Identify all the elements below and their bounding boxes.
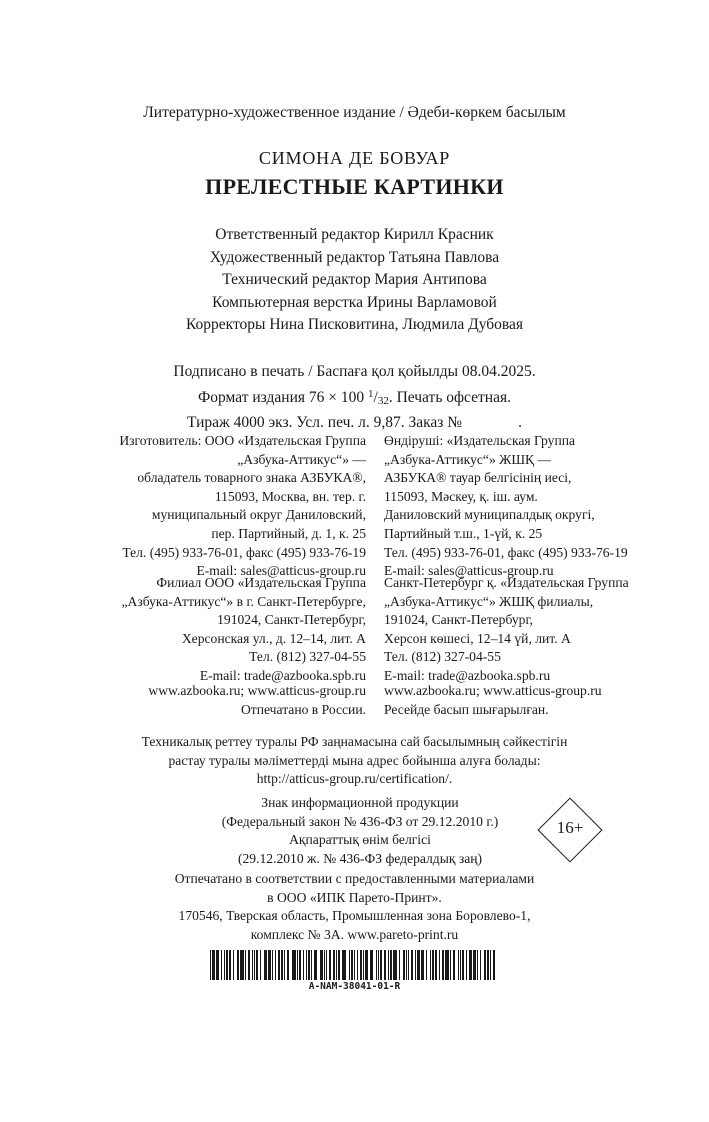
barcode-icon <box>210 950 498 980</box>
barcode-stripe <box>403 950 405 980</box>
barcode-stripe <box>426 950 427 980</box>
branch-ru-line: E-mail: trade@azbooka.spb.ru <box>199 667 366 683</box>
barcode-stripe <box>210 950 211 980</box>
barcode-stripe <box>363 950 364 980</box>
tech-regulation-note <box>0 733 709 789</box>
age-rating-text: 16+ <box>556 818 584 837</box>
barcode-stripe <box>390 950 392 980</box>
barcode-stripe <box>466 950 467 980</box>
barcode-stripe <box>450 950 451 980</box>
manufacturer-ru-line: обладатель товарного знака АЗБУКА®, <box>137 470 366 486</box>
manufacturer-kz-line: „Азбука-Аттикус“» ЖШҚ — <box>384 451 552 467</box>
barcode-stripe <box>421 950 424 980</box>
barcode-stripe <box>415 950 416 980</box>
credit-line: Компьютерная верстка Ирины Варламовой <box>212 293 497 311</box>
barcode-stripe <box>324 950 325 980</box>
sign-line: (29.12.2010 ж. № 436-ФЗ федералдық заң) <box>237 850 483 866</box>
barcode-stripe <box>221 950 222 980</box>
web-ru <box>148 682 366 719</box>
printer-line: Отпечатано в соответствии с предоставленными материалами <box>174 871 535 886</box>
barcode-stripe <box>399 950 400 980</box>
branch-kz-line: „Азбука-Аттикус“» ЖШҚ филиалы, <box>384 593 594 609</box>
barcode-stripe <box>308 950 310 980</box>
printer-line: 170546, Тверская область, Промышленная зона Боровлево-1, <box>178 908 531 924</box>
barcode-stripe <box>233 950 234 980</box>
barcode-stripe <box>254 950 255 980</box>
barcode-stripe <box>487 950 489 980</box>
manufacturer-ru-line: муниципальный округ Даниловский, <box>151 507 366 523</box>
sign-line: Ақпараттық өнім белгісі <box>289 832 431 848</box>
barcode-stripe <box>406 950 407 980</box>
branch-ru-line: 191024, Санкт-Петербург, <box>217 612 366 628</box>
barcode-stripe <box>256 950 258 980</box>
run-end: . <box>518 414 522 431</box>
barcode-stripe <box>303 950 304 980</box>
tech-line: http://atticus-group.ru/certification/. <box>256 771 453 787</box>
barcode-stripe <box>245 950 246 980</box>
barcode-stripe <box>272 950 273 980</box>
web-kz-line: Ресейде басып шығарылған. <box>384 701 549 717</box>
branch-kz-line: E-mail: trade@azbooka.spb.ru <box>384 667 551 683</box>
barcode-stripe <box>432 950 434 980</box>
barcode-stripe <box>469 950 472 980</box>
info-product-sign <box>200 794 520 868</box>
print-details <box>0 361 709 434</box>
barcode-stripe <box>462 950 464 980</box>
sign-line: (Федеральный закон № 436-ФЗ от 29.12.2010 г.) <box>221 813 499 829</box>
barcode-stripe <box>306 950 307 980</box>
barcode-stripe <box>216 950 219 980</box>
editorial-credits <box>0 224 709 337</box>
branch-kz-line: 191024, Санкт-Петербург, <box>384 612 533 628</box>
printer-line: комплекс № 3А. www.pareto-print.ru <box>250 926 459 942</box>
book-author: СИМОНА ДЕ БОВУАР <box>258 148 451 168</box>
printer-line: в ООО «ИПК Парето-Принт». <box>267 889 442 905</box>
barcode-stripe <box>268 950 271 980</box>
manufacturer-kz-line: 115093, Мәскеу, қ. іш. аум. <box>384 488 538 504</box>
manufacturer-kz <box>384 432 628 581</box>
barcode-stripe <box>292 950 296 980</box>
barcode-stripe <box>384 950 386 980</box>
format-slash: / <box>373 389 378 406</box>
manufacturer-ru-line: пер. Партийный, д. 1, к. 25 <box>211 525 366 541</box>
credit-line: Художественный редактор Татьяна Павлова <box>209 248 500 266</box>
barcode-stripe <box>477 950 478 980</box>
branch-kz-line: Херсон көшесі, 12–14 үй, лит. А <box>384 630 571 646</box>
barcode-stripe <box>357 950 358 980</box>
barcode-stripe <box>284 950 285 980</box>
barcode-stripe <box>320 950 323 980</box>
barcode-stripe <box>365 950 368 980</box>
barcode-stripe <box>260 950 261 980</box>
credit-line: Корректоры Нина Писковитина, Людмила Дубовая <box>185 316 524 334</box>
barcode-stripe <box>248 950 250 980</box>
barcode-stripe <box>445 950 449 980</box>
barcode-stripe <box>240 950 244 980</box>
barcode-stripe <box>349 950 350 980</box>
manufacturer-ru-line: Изготовитель: ООО «Издательская Группа <box>119 433 366 448</box>
manufacturer-kz-line: АЗБУКА® тауар белгісінің иесі, <box>384 470 572 486</box>
tech-line: Техникалық реттеу туралы РФ заңнамасына сай басылымның сәйкестігін <box>141 734 568 749</box>
printer-info <box>0 870 709 944</box>
web-kz-line: www.azbooka.ru; www.atticus-group.ru <box>384 683 602 698</box>
barcode-stripe <box>473 950 476 980</box>
branch-kz <box>384 574 629 686</box>
format-numerator: 1 <box>368 388 374 400</box>
barcode-stripe <box>354 950 355 980</box>
barcode-stripe <box>411 950 413 980</box>
barcode-stripe <box>360 950 362 980</box>
web-ru-line: Отпечатано в России. <box>240 701 366 717</box>
barcode-stripe <box>493 950 495 980</box>
barcode-stripe <box>351 950 353 980</box>
format-denominator: 32 <box>377 395 389 407</box>
barcode-stripe <box>338 950 340 980</box>
barcode-stripe <box>278 950 280 980</box>
barcode-stripe <box>458 950 459 980</box>
barcode-stripe <box>378 950 379 980</box>
barcode-stripe <box>460 950 461 980</box>
book-title: ПРЕЛЕСТНЫЕ КАРТИНКИ <box>205 174 504 199</box>
barcode-stripe <box>484 950 486 980</box>
barcode-stripe <box>226 950 228 980</box>
manufacturer-ru-line: „Азбука-Аттикус“» — <box>237 451 366 467</box>
web-ru-line: www.azbooka.ru; www.atticus-group.ru <box>148 683 366 698</box>
barcode-stripe <box>393 950 397 980</box>
barcode-stripe <box>326 950 327 980</box>
barcode-stripe <box>333 950 335 980</box>
tech-line: растау туралы мәліметтерді мына адрес бойынша алуға болады: <box>168 752 541 768</box>
manufacturer-ru-line: Тел. (495) 933-76-01, факс (495) 933-76-19 <box>122 544 366 560</box>
barcode-stripe <box>229 950 231 980</box>
branch-kz-line: Тел. (812) 327-04-55 <box>384 649 501 665</box>
barcode-stripe <box>329 950 331 980</box>
format-print-type: . Печать офсетная. <box>388 389 511 406</box>
run-line <box>0 412 709 434</box>
branch-ru-line: Филиал ООО «Издательская Группа <box>156 575 366 590</box>
manufacturer-ru <box>119 432 366 581</box>
run-text: Тираж 4000 экз. Усл. печ. л. 9,87. Заказ № <box>187 414 463 431</box>
barcode-stripe <box>299 950 301 980</box>
barcode-stripe <box>342 950 346 980</box>
credit-line: Ответственный редактор Кирилл Красник <box>215 226 494 243</box>
branch-kz-line: Санкт-Петербург қ. «Издательская Группа <box>384 575 629 590</box>
sign-line: Знак информационной продукции <box>261 795 459 810</box>
manufacturer-kz-line: Өндіруші: «Издательская Группа <box>384 433 576 448</box>
branch-ru-line: Тел. (812) 327-04-55 <box>249 649 366 665</box>
barcode-stripe <box>311 950 312 980</box>
barcode-stripe <box>430 950 431 980</box>
barcode-stripe <box>480 950 481 980</box>
barcode-stripe <box>453 950 455 980</box>
manufacturer-kz-line: Тел. (495) 933-76-01, факс (495) 933-76-19 <box>384 544 628 560</box>
manufacturer-ru-line: E-mail: sales@atticus-group.ru <box>196 563 366 579</box>
barcode-stripe <box>408 950 409 980</box>
barcode-stripe <box>380 950 382 980</box>
branch-ru-line: Херсонская ул., д. 12–14, лит. А <box>181 630 366 646</box>
barcode-stripe <box>417 950 420 980</box>
barcode-stripe <box>490 950 491 980</box>
barcode-stripe <box>314 950 317 980</box>
barcode-stripe <box>275 950 276 980</box>
barcode-stripe <box>370 950 373 980</box>
barcode-stripe <box>224 950 225 980</box>
manufacturer-kz-line: E-mail: sales@atticus-group.ru <box>384 563 554 579</box>
manufacturer-ru-line: 115093, Москва, вн. тер. г. <box>214 488 366 504</box>
format-line <box>0 383 709 412</box>
barcode-stripe <box>435 950 437 980</box>
barcode-stripe <box>252 950 253 980</box>
barcode-stripe <box>237 950 239 980</box>
barcode-stripe <box>442 950 444 980</box>
edition-type-line: Литературно-художественное издание / Әдеби-көркем басылым <box>143 104 566 121</box>
barcode-stripe <box>287 950 289 980</box>
manufacturer-kz-line: Даниловский муниципалдық округі, <box>384 507 595 523</box>
format-text: Формат издания 76 × 100 <box>198 389 369 406</box>
credit-line: Технический редактор Мария Антипова <box>222 271 487 289</box>
barcode-stripe <box>376 950 377 980</box>
barcode-stripe <box>388 950 389 980</box>
barcode-code: A-NAM-38041-01-R <box>308 981 401 992</box>
barcode-stripe <box>281 950 283 980</box>
web-kz <box>384 682 602 719</box>
barcode-stripe <box>212 950 215 980</box>
manufacturer-kz-line: Партийный т.ш., 1-үй, к. 25 <box>384 525 543 541</box>
barcode-stripe <box>264 950 267 980</box>
barcode-stripe <box>439 950 440 980</box>
barcode-stripe <box>336 950 337 980</box>
barcode-stripe <box>297 950 298 980</box>
branch-ru-line: „Азбука-Аттикус“» в г. Санкт-Петербурге, <box>121 593 366 609</box>
branch-ru <box>121 574 366 686</box>
age-rating-badge <box>537 797 603 863</box>
signed-date: Подписано в печать / Баспаға қол қойылды 08.04.2025. <box>173 363 536 380</box>
